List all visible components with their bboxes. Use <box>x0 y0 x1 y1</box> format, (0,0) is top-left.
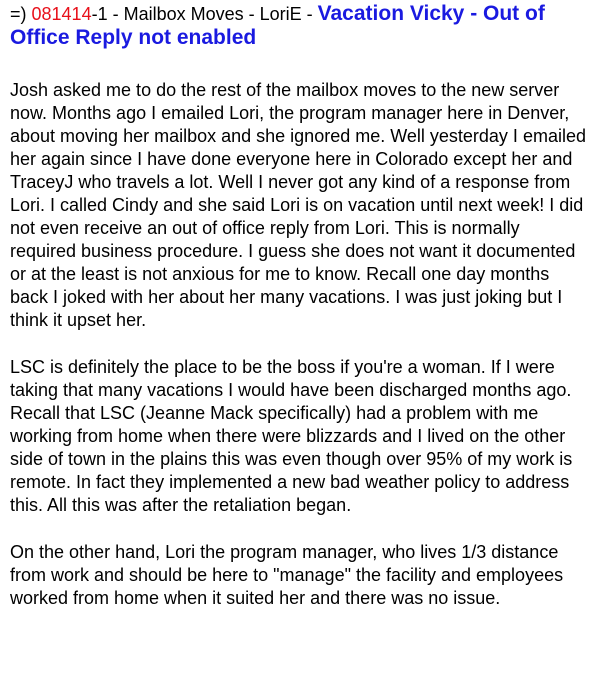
document-title <box>10 0 590 50</box>
body-paragraph-3: On the other hand, Lori the program manager, who lives 1/3 distance from work and should be here to "manage" the facility and employees worked from home when it suited her and there was no issue. <box>10 542 564 608</box>
title-subject: -1 - Mailbox Moves - LoriE - <box>91 4 318 24</box>
body-paragraph-2: LSC is definitely the place to be the boss if you're a woman. If I were taking that many vacations I would have been discharged months ago. Recall that LSC (Jeanne Mack specifically) had a problem with me working from home when there were blizzards and I lived on the other side of town in the plains this was even though over 95% of my work is remote. In fact they implemented a new bad weather policy to address this. All this was after the retaliation began. <box>10 357 573 515</box>
body-paragraph-1: Josh asked me to do the rest of the mailbox moves to the new server now. Months ago I emailed Lori, the program manager here in Denver, about moving her mailbox and she ignored me. Well yesterday I emailed her again since I have done everyone here in Colorado except her and TraceyJ who travels a lot. Well I never got any kind of a response from Lori. I called Cindy and she said Lori is on vacation until next week! I did not even receive an out of office reply from Lori. This is normally required business procedure. I guess she does not want it documented or at the least is not anxious for me to know. Recall one day months back I joked with her about her many vacations. I was just joking but I think it upset her. <box>10 80 586 330</box>
title-headline: Vacation Vicky - Out of Office Reply not enabled <box>10 2 545 49</box>
title-prefix: =) <box>10 4 32 24</box>
ticket-id: 081414 <box>31 4 92 24</box>
